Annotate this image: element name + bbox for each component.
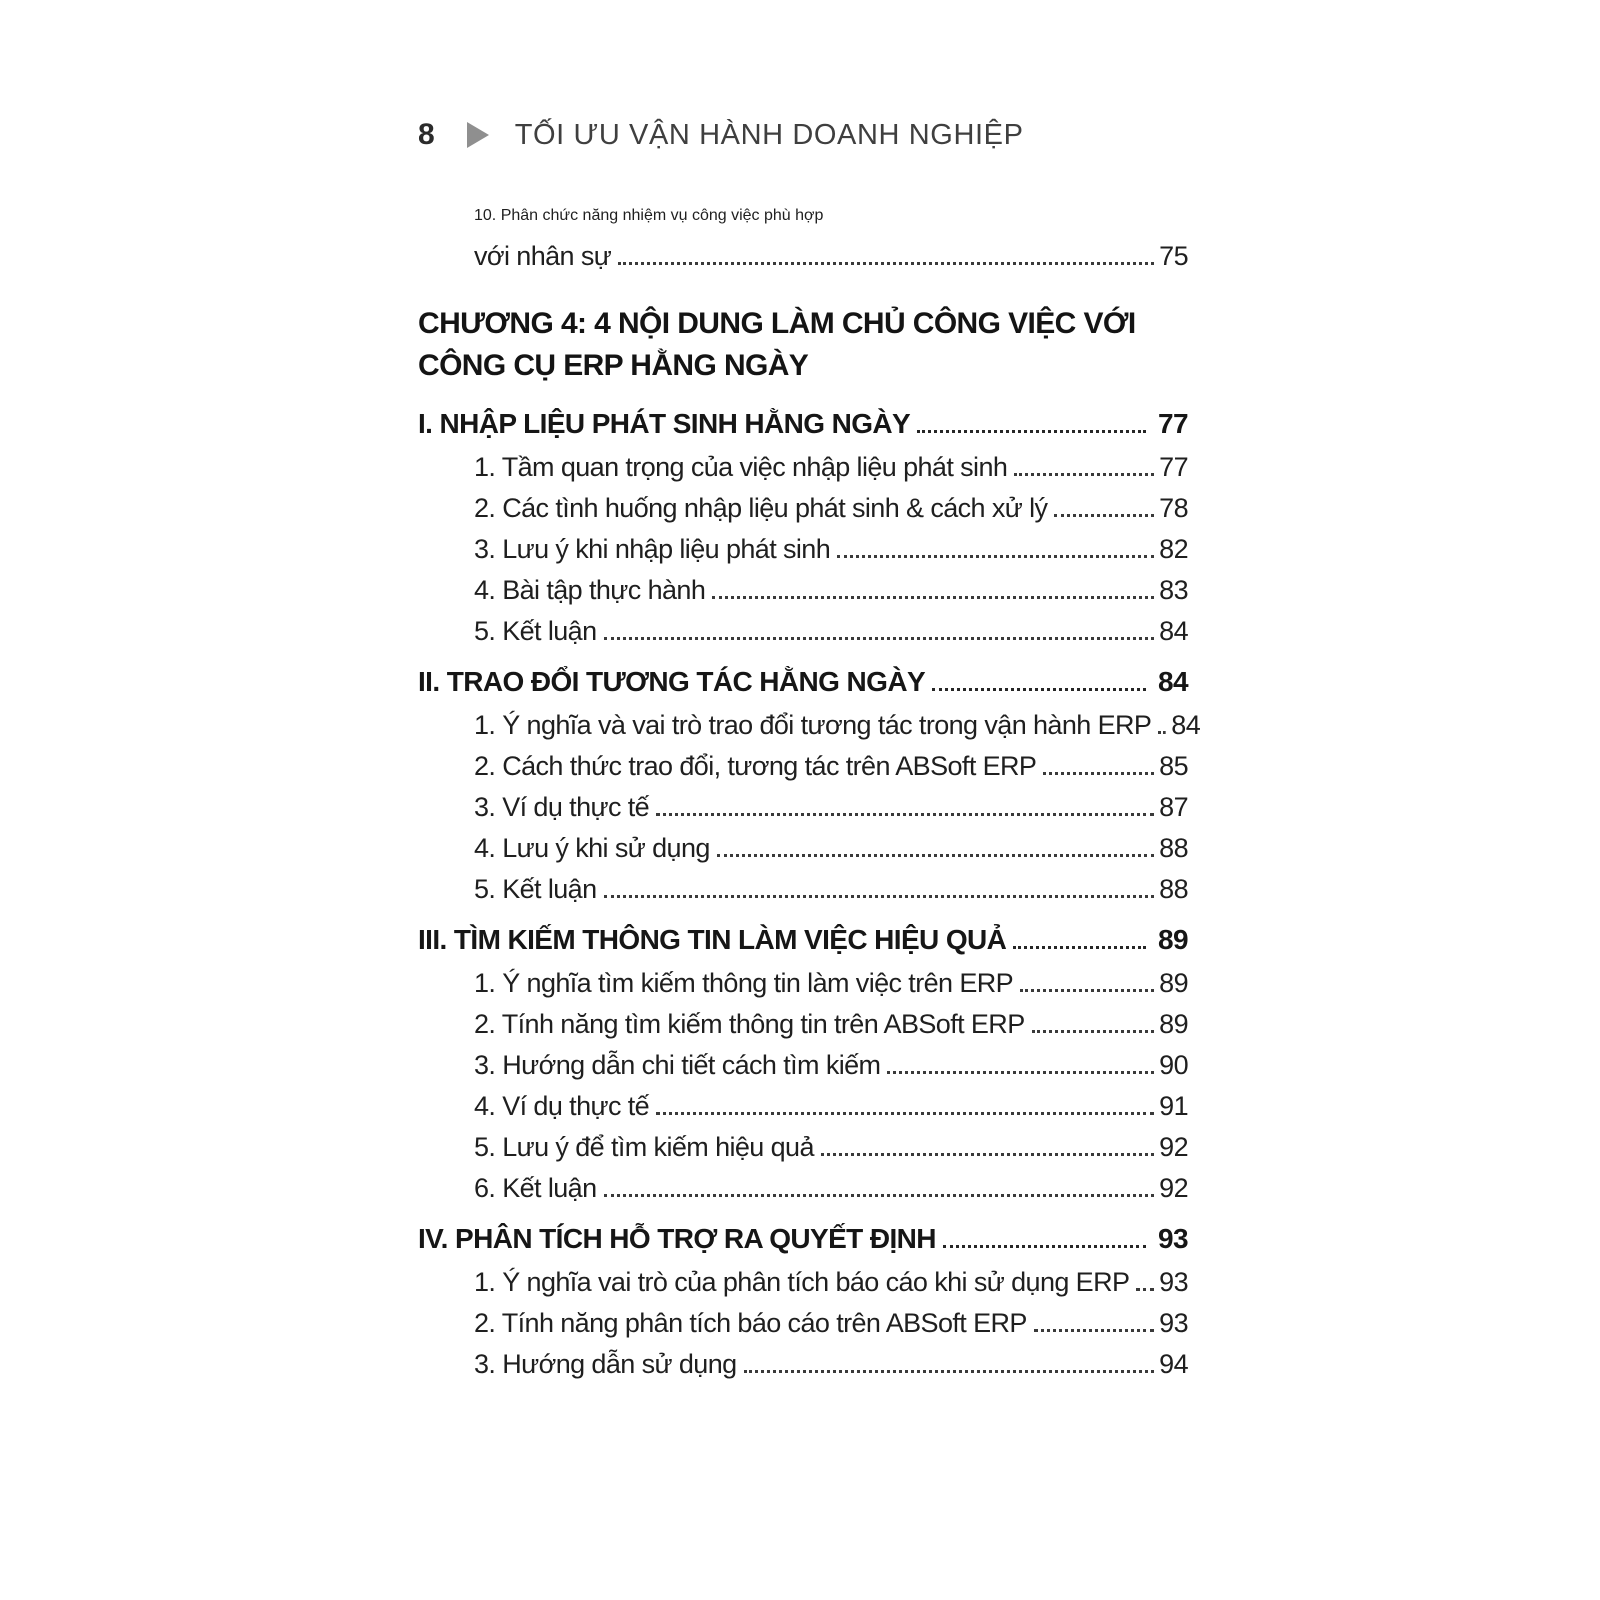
toc-entry-page: 90 xyxy=(1159,1050,1188,1080)
dot-leader xyxy=(712,596,1154,599)
dot-leader xyxy=(1020,989,1154,992)
dot-leader xyxy=(887,1071,1154,1074)
toc-entry xyxy=(418,746,1188,787)
chapter-heading xyxy=(418,303,1188,387)
dot-leader xyxy=(1054,514,1154,517)
dot-leader xyxy=(744,1370,1155,1373)
toc-entry xyxy=(418,1303,1188,1344)
toc-entry xyxy=(418,570,1188,611)
triangle-marker-icon xyxy=(467,122,489,148)
toc-entry-label: 2. Tính năng tìm kiếm thông tin trên ABSoft ERP xyxy=(474,1009,1025,1039)
toc-entry xyxy=(418,828,1188,869)
section-heading-label: II. TRAO ĐỔI TƯƠNG TÁC HẰNG NGÀY xyxy=(418,666,926,697)
toc-entry xyxy=(418,1262,1188,1303)
chapter-heading-line1: CHƯƠNG 4: 4 NỘI DUNG LÀM CHỦ CÔNG VIỆC VỚI xyxy=(418,307,1136,340)
toc-section-heading-3 xyxy=(418,917,1188,963)
toc-entry-page: 84 xyxy=(1159,616,1188,646)
toc-entry-label: 1. Ý nghĩa vai trò của phân tích báo cáo khi sử dụng ERP xyxy=(474,1267,1130,1297)
dot-leader xyxy=(604,895,1155,898)
toc-entry-label: 1. Ý nghĩa tìm kiếm thông tin làm việc trên ERP xyxy=(474,968,1014,998)
toc-entry-carryover-line1 xyxy=(418,196,1188,236)
toc-entry-page: 88 xyxy=(1159,874,1188,904)
dot-leader xyxy=(1136,1288,1154,1291)
toc-entry xyxy=(418,611,1188,652)
section-heading-page: 93 xyxy=(1158,1223,1188,1254)
toc-entry xyxy=(418,1168,1188,1209)
section-heading-page: 77 xyxy=(1158,408,1188,439)
toc-entry-page: 83 xyxy=(1159,575,1188,605)
toc-entry-page: 84 xyxy=(1171,710,1201,740)
toc-entry-page: 94 xyxy=(1159,1349,1188,1379)
toc-section-heading-1 xyxy=(418,401,1188,447)
dot-leader xyxy=(1043,772,1154,775)
toc-entry xyxy=(418,705,1201,746)
toc-entry-page: 87 xyxy=(1159,792,1188,822)
toc-entry-page: 77 xyxy=(1159,452,1188,482)
toc-entry-page: 88 xyxy=(1159,833,1188,863)
toc-entry xyxy=(418,1004,1188,1045)
dot-leader xyxy=(656,813,1154,816)
toc-entry xyxy=(418,488,1188,529)
toc-entry-page: 92 xyxy=(1159,1132,1188,1162)
page-number: 8 xyxy=(418,118,435,151)
toc-entry-label: 10. Phân chức năng nhiệm vụ công việc phù hợp xyxy=(474,207,824,224)
section-heading-label: IV. PHÂN TÍCH HỖ TRỢ RA QUYẾT ĐỊNH xyxy=(418,1223,936,1254)
toc-entry-label: 1. Ý nghĩa và vai trò trao đổi tương tác trong vận hành ERP xyxy=(474,710,1152,740)
dot-leader xyxy=(1034,1329,1154,1332)
toc-entry-page: 92 xyxy=(1159,1173,1188,1203)
section-heading-page: 84 xyxy=(1158,666,1188,697)
toc-entry-label: 4. Lưu ý khi sử dụng xyxy=(474,833,710,863)
toc-entry-page: 75 xyxy=(1159,241,1188,271)
toc-entry-page: 89 xyxy=(1159,968,1188,998)
dot-leader xyxy=(1014,473,1154,476)
toc-entry-label: 2. Cách thức trao đổi, tương tác trên ABSoft ERP xyxy=(474,751,1037,781)
running-header xyxy=(418,118,1188,152)
toc-entry-label: 3. Hướng dẫn sử dụng xyxy=(474,1349,737,1379)
dot-leader xyxy=(837,555,1154,558)
dot-leader xyxy=(917,430,1146,433)
toc-entry-label: 2. Các tình huống nhập liệu phát sinh & cách xử lý xyxy=(474,493,1048,523)
toc-entry-label: 4. Bài tập thực hành xyxy=(474,575,706,605)
toc-entry-label: 1. Tầm quan trọng của việc nhập liệu phát sinh xyxy=(474,452,1008,482)
toc-entry-page: 93 xyxy=(1159,1308,1188,1338)
toc-entry-page: 93 xyxy=(1159,1267,1188,1297)
toc-entry xyxy=(418,1086,1188,1127)
toc-entry-page: 91 xyxy=(1159,1091,1188,1121)
toc-entry-label: 5. Kết luận xyxy=(474,874,597,904)
dot-leader xyxy=(1158,731,1166,734)
dot-leader xyxy=(717,854,1154,857)
toc-section-heading-4 xyxy=(418,1216,1188,1262)
dot-leader xyxy=(932,688,1146,691)
toc-entry xyxy=(418,963,1188,1004)
toc-entry xyxy=(418,1045,1188,1086)
section-heading-label: III. TÌM KIẾM THÔNG TIN LÀM VIỆC HIỆU QUẢ xyxy=(418,924,1007,955)
section-heading-label: I. NHẬP LIỆU PHÁT SINH HẰNG NGÀY xyxy=(418,408,911,439)
dot-leader xyxy=(618,262,1154,265)
dot-leader xyxy=(943,1245,1146,1248)
dot-leader xyxy=(604,637,1155,640)
toc-entry-label: 5. Lưu ý để tìm kiếm hiệu quả xyxy=(474,1132,814,1162)
dot-leader xyxy=(1013,946,1146,949)
dot-leader xyxy=(821,1153,1154,1156)
toc-entry-label: 4. Ví dụ thực tế xyxy=(474,1091,650,1121)
toc-entry xyxy=(418,447,1188,488)
toc-entry-page: 89 xyxy=(1159,1009,1188,1039)
toc-entry-page: 82 xyxy=(1159,534,1188,564)
toc-entry-label: 3. Ví dụ thực tế xyxy=(474,792,650,822)
book-title: TỐI ƯU VẬN HÀNH DOANH NGHIỆP xyxy=(514,118,1024,151)
dot-leader xyxy=(1032,1030,1155,1033)
toc-entry-label: 5. Kết luận xyxy=(474,616,597,646)
toc-entry xyxy=(418,529,1188,570)
toc-entry-page: 78 xyxy=(1159,493,1188,523)
toc-entry-label: 6. Kết luận xyxy=(474,1173,597,1203)
toc-entry xyxy=(418,869,1188,910)
toc-entry-page: 85 xyxy=(1159,751,1188,781)
dot-leader xyxy=(656,1112,1154,1115)
section-heading-page: 89 xyxy=(1158,924,1188,955)
toc-entry-label: 3. Lưu ý khi nhập liệu phát sinh xyxy=(474,534,831,564)
toc-entry xyxy=(418,787,1188,828)
toc-entry xyxy=(418,1344,1188,1385)
chapter-heading-line2: CÔNG CỤ ERP HẰNG NGÀY xyxy=(418,349,809,382)
toc-entry-carryover-line2 xyxy=(418,236,1188,277)
toc-content xyxy=(418,118,1201,1385)
toc-entry-label: 3. Hướng dẫn chi tiết cách tìm kiếm xyxy=(474,1050,881,1080)
toc-entry-label: với nhân sự xyxy=(474,241,612,271)
toc-entry xyxy=(418,1127,1188,1168)
toc-entry-label: 2. Tính năng phân tích báo cáo trên ABSoft ERP xyxy=(474,1308,1027,1338)
dot-leader xyxy=(604,1194,1155,1197)
toc-section-heading-2 xyxy=(418,659,1188,705)
